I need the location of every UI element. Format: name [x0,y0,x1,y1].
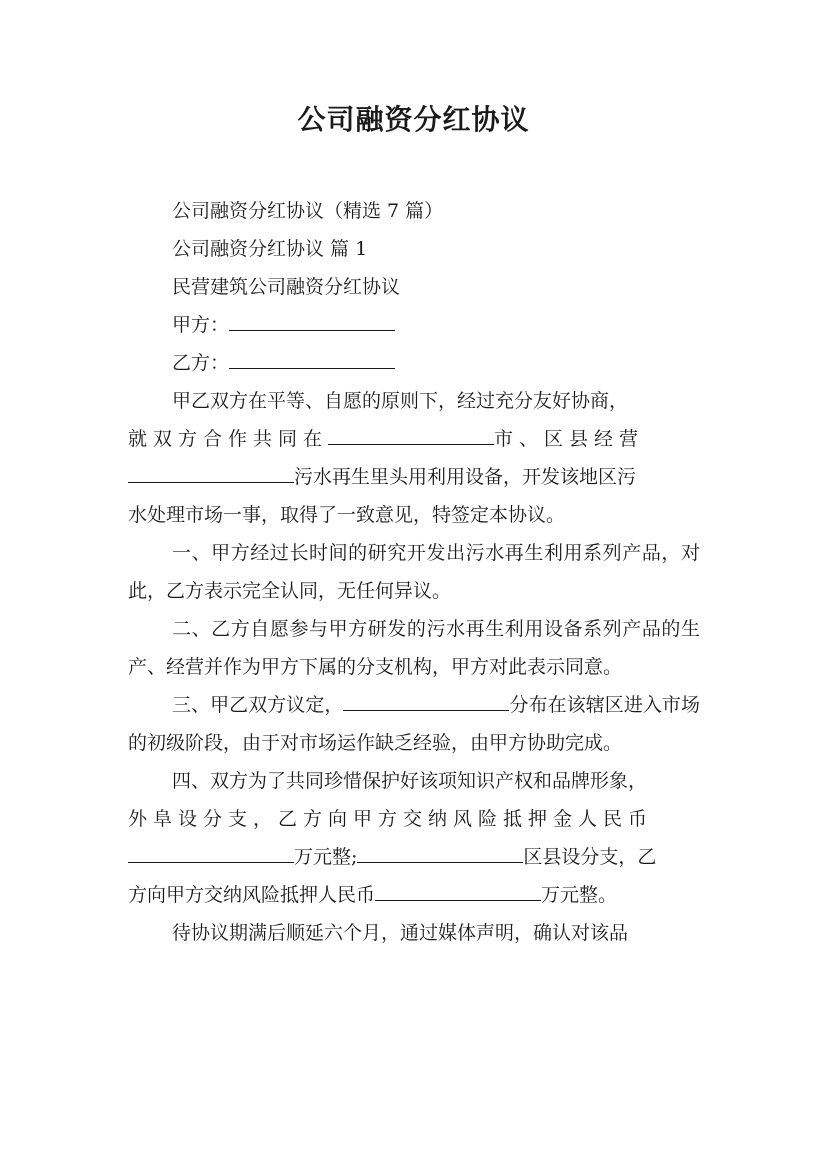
paragraph-5-text-b: 区县设分支，乙 [523,846,657,868]
paragraph-1-text-c: 污水再生里头用利用设备，开发该地区污 [294,466,637,488]
party-b-label: 乙方： [172,352,230,374]
party-b-blank [229,344,395,369]
location-blank [328,420,494,445]
heading-line-2: 公司融资分红协议 篇 1 [172,238,368,260]
heading-line-3: 民营建筑公司融资分红协议 [172,276,401,298]
business-blank [128,458,294,483]
heading-line-1: 公司融资分红协议（精选 7 篇） [172,200,444,222]
document-body [128,192,700,952]
paragraph-4-text-a: 三、甲乙双方议定， [172,694,344,716]
party-b-line [128,344,700,382]
party-a-label: 甲方： [172,314,230,336]
paragraph-1-line-2 [128,420,700,458]
district-blank-2 [357,838,523,863]
paragraph-5-line-2: 外阜设分支，乙方向甲方交纳风险抵押金人民币 [128,808,654,830]
party-a-blank [229,306,395,331]
paragraph-5-text-a: 万元整; [294,846,358,868]
paragraph-1-line-4: 水处理市场一事，取得了一致意见，特签定本协议。 [128,504,566,526]
paragraph-5-text-c: 方向甲方交纳风险抵押人民币 [128,884,376,906]
paragraph-1-text-b: 市、区县经营 [494,428,645,450]
paragraph-2: 一、甲方经过长时间的研究开发出污水再生利用系列产品，对此，乙方表示完全认同，无任何异议。 [128,542,700,602]
paragraph-1-text-a: 就双方合作共同在 [128,428,329,450]
document-title: 公司融资分红协议 [297,103,530,136]
deposit-amount-blank-1 [128,838,294,863]
paragraph-6-line-1: 待协议期满后顺延六个月，通过媒体声明，确认对该品 [172,922,629,944]
party-a-line [128,306,700,344]
paragraph-5-line-1: 四、双方为了共同珍惜保护好该项知识产权和品牌形象， [172,770,648,792]
district-blank [343,686,509,711]
paragraph-4 [128,686,700,762]
paragraph-4-text-b: 分布在该辖区进入市场的初级阶段，由于对市场运作缺乏经验，由甲方协助完成。 [128,694,700,754]
paragraph-5-line-4 [128,876,700,914]
deposit-amount-blank-2 [375,876,541,901]
paragraph-5-line-3 [128,838,700,876]
paragraph-1-line-3 [128,458,700,496]
paragraph-1-line-1: 甲乙双方在平等、自愿的原则下，经过充分友好协商， [172,390,629,412]
paragraph-5-text-d: 万元整。 [541,884,618,906]
paragraph-3: 二、乙方自愿参与甲方研发的污水再生利用设备系列产品的生产、经营并作为甲方下属的分支机构，甲方对此表示同意。 [128,618,700,678]
